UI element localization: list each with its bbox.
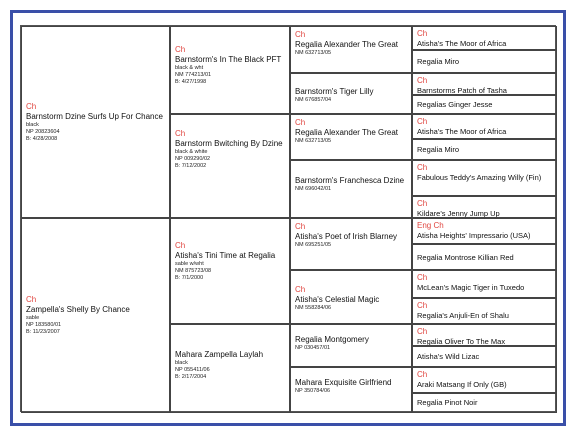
- sd-color: black & white: [175, 149, 208, 155]
- g4-16: [412, 393, 557, 413]
- dam-sire-cell: [170, 218, 290, 324]
- sss-name: Regalia Alexander The Great: [295, 40, 399, 49]
- pedigree-chart: [20, 25, 556, 412]
- sire-sire-cell: [170, 26, 290, 114]
- g4-11-name: McLean's Magic Tiger in Tuxedo: [417, 283, 525, 292]
- ss-born: B: 4/27/1998: [175, 79, 207, 85]
- dam-title: Ch: [26, 295, 37, 304]
- dam-born: B: 11/23/2007: [26, 329, 60, 335]
- g4-15-name: Araki Matsang If Only (GB): [417, 380, 507, 389]
- g4-10: [412, 244, 557, 270]
- ddd-name: Mahara Exquisite Girlfriend: [295, 378, 392, 387]
- dsd-reg: NM 558284/06: [295, 305, 332, 311]
- g4-1: [412, 26, 557, 50]
- dsd-name: Atisha's Celestial Magic: [295, 295, 380, 304]
- dam-color: sable: [26, 315, 40, 321]
- g4-6: [412, 139, 557, 160]
- dss-name: Atisha's Poet of Irish Blarney: [295, 232, 398, 241]
- g4-14-name: Atisha's Wild Lizac: [417, 352, 480, 361]
- ss-name: Barnstorm's In The Black PFT: [175, 55, 282, 64]
- ddd-reg: NP 350784/06: [295, 388, 331, 394]
- ds-title: Ch: [175, 241, 186, 250]
- ss-reg: NM 774213/01: [175, 72, 212, 78]
- sds-name: Regalia Alexander The Great: [295, 128, 399, 137]
- sire-color: black: [26, 121, 39, 128]
- sire-cell: [21, 26, 170, 218]
- g4-5-title: Ch: [417, 117, 428, 126]
- sds-title: Ch: [295, 118, 306, 127]
- g4-8-title: Ch: [417, 199, 428, 208]
- ss-title: Ch: [175, 45, 186, 54]
- g4-12-title: Ch: [417, 301, 428, 310]
- sdd-reg: NM 696042/01: [295, 186, 332, 192]
- sds-cell: [290, 114, 412, 160]
- g4-7-title: Ch: [417, 163, 428, 172]
- g4-9: [412, 218, 557, 244]
- dam-dam-cell: [170, 324, 290, 413]
- dd-name: Mahara Zampella Laylah: [175, 350, 264, 359]
- ss-color: black & wht: [175, 65, 204, 71]
- g4-7-name: Fabulous Teddy's Amazing Willy (Fin): [417, 173, 542, 182]
- g4-9-name: Atisha Heights' Impressario (USA): [417, 231, 531, 240]
- ssd-reg: NM 676857/04: [295, 97, 332, 103]
- sdd-name: Barnstorm's Franchesca Dzine: [295, 176, 405, 185]
- dsd-title: Ch: [295, 285, 306, 294]
- ds-born: B: 7/1/2000: [175, 275, 204, 281]
- g4-5-name: Atisha's The Moor of Africa: [417, 127, 507, 136]
- g4-1-title: Ch: [417, 29, 428, 38]
- sire-title: Ch: [26, 101, 37, 111]
- g4-13-name: Regalia Oliver To The Max: [417, 337, 506, 346]
- dds-name: Regalia Montgomery: [295, 335, 369, 344]
- g4-4: [412, 95, 557, 114]
- g4-12-name: Regalia's Anjuli-En of Shalu: [417, 311, 509, 320]
- sire-dam-cell: [170, 114, 290, 218]
- dss-cell: [290, 218, 412, 270]
- g4-4-name: Regalias Ginger Jesse: [417, 100, 493, 109]
- sss-cell: [290, 26, 412, 73]
- sire-reg: NP 20823604: [26, 128, 60, 135]
- g4-2: [412, 50, 557, 73]
- sire-name: Barnstorm Dzine Surfs Up For Chance: [26, 111, 163, 121]
- g4-13-title: Ch: [417, 327, 428, 336]
- g4-10-name: Regalia Montrose Killian Red: [417, 253, 514, 262]
- dd-color: black: [175, 360, 188, 366]
- dd-reg: NP 055411/06: [175, 367, 210, 373]
- sd-born: B: 7/12/2002: [175, 163, 207, 169]
- dsd-cell: [290, 270, 412, 324]
- ssd-cell: [290, 73, 412, 114]
- sdd-cell: [290, 160, 412, 218]
- g4-11-title: Ch: [417, 273, 428, 282]
- g4-2-name: Regalia Miro: [417, 57, 460, 66]
- dss-reg: NM 695251/05: [295, 242, 332, 248]
- sire-born: B: 4/28/2008: [26, 135, 58, 142]
- dds-cell: [290, 324, 412, 367]
- g4-11: [412, 270, 557, 298]
- g4-13: [412, 324, 557, 346]
- sss-reg: NM 632713/05: [295, 50, 332, 56]
- dds-reg: NP 030457/01: [295, 345, 331, 351]
- sd-title: Ch: [175, 129, 186, 138]
- g4-15-title: Ch: [417, 370, 428, 379]
- ddd-cell: [290, 367, 412, 413]
- dss-title: Ch: [295, 222, 306, 231]
- g4-1-name: Atisha's The Moor of Africa: [417, 39, 507, 48]
- g4-12: [412, 298, 557, 324]
- g4-3-title: Ch: [417, 76, 428, 85]
- g4-14: [412, 346, 557, 367]
- g4-6-name: Regalia Miro: [417, 145, 460, 154]
- g4-3-name: Barnstorms Patch of Tasha: [417, 86, 507, 95]
- sds-reg: NM 632713/05: [295, 138, 332, 144]
- dam-cell: [21, 218, 170, 413]
- g4-9-title: Eng Ch: [417, 221, 444, 230]
- ssd-name: Barnstorm's Tiger Lilly: [295, 87, 374, 96]
- g4-5: [412, 114, 557, 139]
- dam-name: Zampella's Shelly By Chance: [26, 305, 130, 314]
- sd-reg: NP 009290/02: [175, 156, 211, 162]
- g4-16-name: Regalia Pinot Noir: [417, 398, 478, 407]
- ds-reg: NM 875723/08: [175, 268, 212, 274]
- ds-name: Atisha's Tini Time at Regalia: [175, 251, 276, 260]
- ds-color: sable w/wht: [175, 261, 204, 267]
- dam-reg: NP 183580/01: [26, 322, 62, 328]
- dd-born: B: 2/17/2004: [175, 374, 207, 380]
- g4-7: [412, 160, 557, 196]
- sss-title: Ch: [295, 30, 306, 39]
- g4-15: [412, 367, 557, 393]
- g4-8: [412, 196, 557, 218]
- g4-8-name: Kildare's Jenny Jump Up: [417, 209, 500, 218]
- sd-name: Barnstorm Bwitching By Dzine: [175, 139, 283, 148]
- g4-3: [412, 73, 557, 95]
